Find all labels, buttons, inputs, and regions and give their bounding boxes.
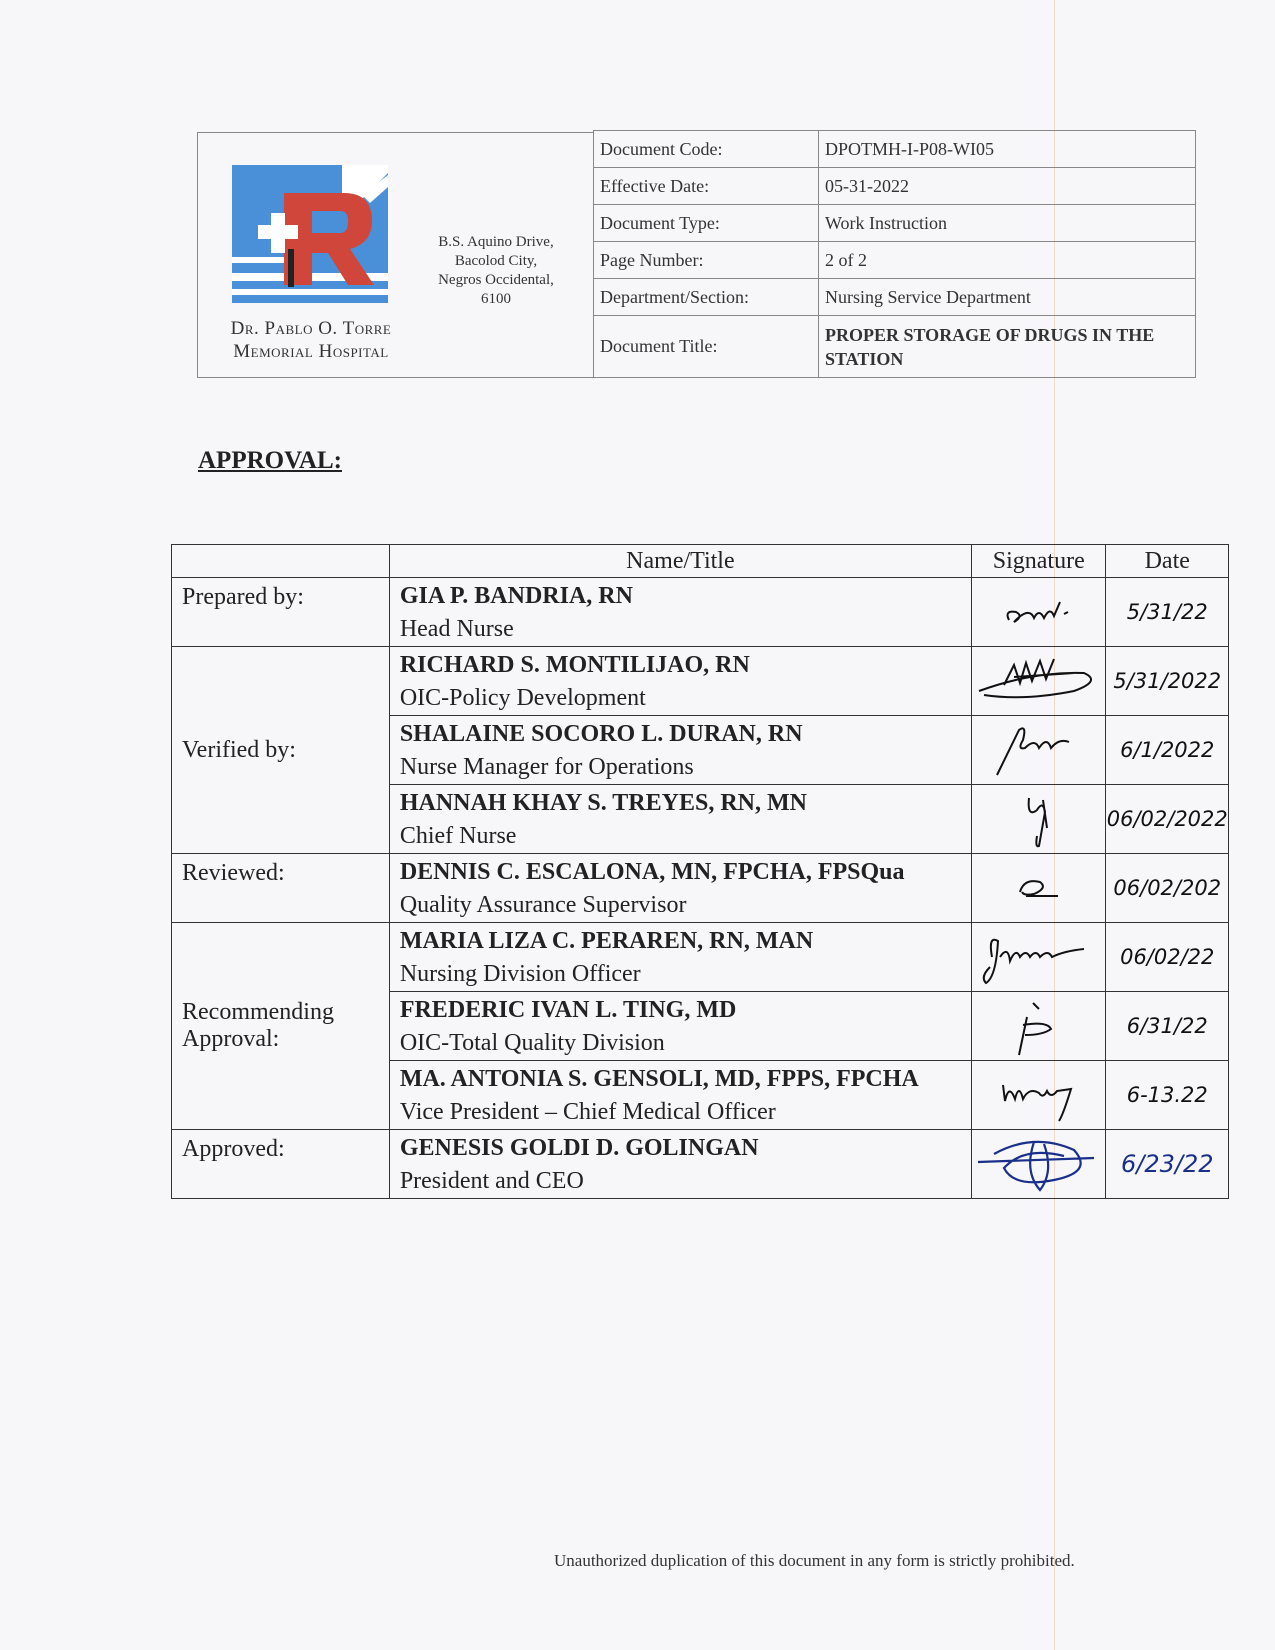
meta-row: Document Type: Work Instruction <box>594 205 1196 242</box>
person-name: DENNIS C. ESCALONA, MN, FPCHA, FPSQua <box>399 859 905 885</box>
date-cell: 06/02/2022 <box>1106 785 1229 854</box>
hospital-name: Dr. Pablo O. Torre Memorial Hospital <box>230 318 392 362</box>
role-line: Approval: <box>182 1026 280 1052</box>
signature-icon <box>989 1065 1089 1125</box>
header-date: Date <box>1106 545 1229 578</box>
person-name: RICHARD S. MONTILIJAO, RN <box>399 652 750 678</box>
table-row <box>172 578 1229 647</box>
person-cell <box>389 1061 971 1130</box>
person-title: Nursing Division Officer <box>399 961 641 987</box>
approval-heading: APPROVAL: <box>198 447 342 474</box>
person-cell <box>389 716 971 785</box>
date-cell: 5/31/2022 <box>1106 647 1229 716</box>
signature-cell <box>971 785 1106 854</box>
department: Nursing Service Department <box>819 279 1196 316</box>
signature-icon <box>1009 788 1069 850</box>
person-cell <box>389 992 971 1061</box>
document-meta-table <box>593 130 1196 378</box>
signature-icon <box>999 995 1079 1057</box>
signature-cell <box>971 578 1106 647</box>
date-cell: 6-13.22 <box>1106 1061 1229 1130</box>
hospital-logo-icon <box>232 165 388 315</box>
signature-icon <box>1004 868 1074 908</box>
duplication-notice: Unauthorized duplication of this document in any form is strictly prohibited. <box>554 1551 1075 1570</box>
header-signature: Signature <box>971 545 1106 578</box>
meta-row: Document Code: DPOTMH-I-P08-WI05 <box>594 131 1196 168</box>
person-cell <box>389 854 971 923</box>
person-cell <box>389 647 971 716</box>
document-header <box>197 130 1196 380</box>
signature-cell <box>971 923 1106 992</box>
role-cell: Reviewed: <box>172 854 390 923</box>
person-cell <box>389 1130 971 1199</box>
header-name-title: Name/Title <box>389 545 971 578</box>
signature-icon <box>994 592 1084 632</box>
person-name: HANNAH KHAY S. TREYES, RN, MN <box>399 790 807 816</box>
person-cell <box>389 923 971 992</box>
signature-cell <box>971 716 1106 785</box>
person-title: Head Nurse <box>399 616 514 642</box>
person-title: President and CEO <box>399 1168 584 1194</box>
person-title: OIC-Policy Development <box>399 685 646 711</box>
person-cell <box>389 578 971 647</box>
meta-row: Page Number: 2 of 2 <box>594 242 1196 279</box>
person-name: SHALAINE SOCORO L. DURAN, RN <box>399 721 803 747</box>
signature-cell <box>971 1061 1106 1130</box>
table-row <box>172 923 1229 992</box>
signature-icon <box>974 927 1104 987</box>
person-title: Quality Assurance Supervisor <box>399 892 687 918</box>
person-name: FREDERIC IVAN L. TING, MD <box>399 997 737 1023</box>
header-role <box>172 545 390 578</box>
signature-cell <box>971 854 1106 923</box>
meta-row: Effective Date: 05-31-2022 <box>594 168 1196 205</box>
effective-date: 05-31-2022 <box>819 168 1196 205</box>
document-code: DPOTMH-I-P08-WI05 <box>819 131 1196 168</box>
document-type: Work Instruction <box>819 205 1196 242</box>
person-title: Nurse Manager for Operations <box>399 754 694 780</box>
role-line: Recommending <box>182 999 334 1025</box>
person-title: Chief Nurse <box>399 823 517 849</box>
date-cell: 5/31/22 <box>1106 578 1229 647</box>
signature-cell <box>971 647 1106 716</box>
signature-icon <box>989 720 1089 780</box>
role-cell: Verified by: <box>172 647 390 854</box>
table-row <box>172 1130 1229 1199</box>
approval-header-row <box>172 545 1229 578</box>
date-cell: 6/23/22 <box>1106 1130 1229 1199</box>
table-row <box>172 854 1229 923</box>
person-title: Vice President – Chief Medical Officer <box>399 1099 776 1125</box>
person-name: GENESIS GOLDI D. GOLINGAN <box>399 1135 759 1161</box>
table-row <box>172 647 1229 716</box>
signature-icon <box>974 1132 1104 1196</box>
date-cell: 06/02/22 <box>1106 923 1229 992</box>
role-cell <box>172 923 390 1130</box>
date-cell: 06/02/202 <box>1106 854 1229 923</box>
person-name: MA. ANTONIA S. GENSOLI, MD, FPPS, FPCHA <box>399 1066 919 1092</box>
person-name: MARIA LIZA C. PERAREN, RN, MAN <box>399 928 814 954</box>
meta-row: Document Title: PROPER STORAGE OF DRUGS IN THE STATION <box>594 316 1196 378</box>
person-name: GIA P. BANDRIA, RN <box>399 583 633 609</box>
role-cell: Approved: <box>172 1130 390 1199</box>
meta-row: Department/Section: Nursing Service Department <box>594 279 1196 316</box>
role-cell: Prepared by: <box>172 578 390 647</box>
approval-table <box>171 544 1229 1199</box>
hospital-address: B.S. Aquino Drive, Bacolod City, Negros Occidental, 6100 <box>438 234 554 307</box>
person-title: OIC-Total Quality Division <box>399 1030 665 1056</box>
person-cell <box>389 785 971 854</box>
signature-cell <box>971 1130 1106 1199</box>
document-title: PROPER STORAGE OF DRUGS IN THE STATION <box>819 316 1196 378</box>
page-number: 2 of 2 <box>819 242 1196 279</box>
date-cell: 6/1/2022 <box>1106 716 1229 785</box>
logo-cell <box>197 132 593 378</box>
signature-icon <box>974 651 1104 711</box>
date-cell: 6/31/22 <box>1106 992 1229 1061</box>
signature-cell <box>971 992 1106 1061</box>
